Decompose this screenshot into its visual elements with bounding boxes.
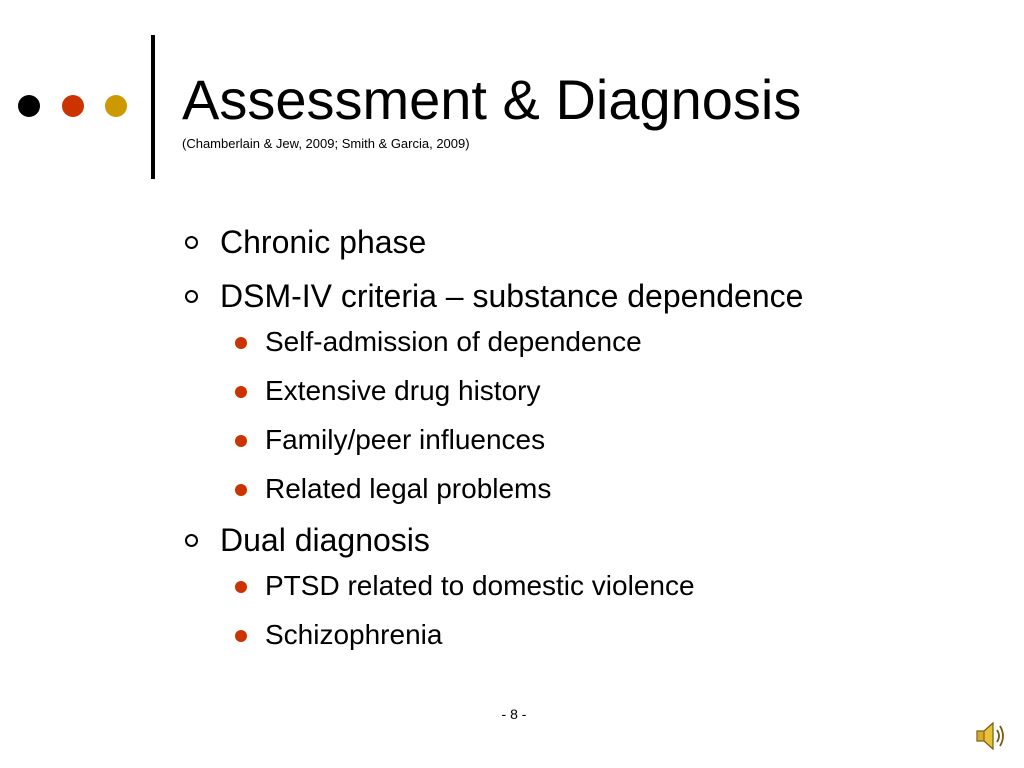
red-bullet-icon (235, 386, 247, 398)
hollow-bullet-icon (185, 290, 198, 303)
sub-bullet-text: Family/peer influences (265, 424, 546, 455)
sub-bullet-text: Extensive drug history (265, 375, 541, 406)
gold-dot (105, 95, 127, 117)
sub-bullet-item (182, 420, 982, 460)
sub-bullet-item (182, 615, 982, 655)
bullet-text: Dual diagnosis (220, 522, 430, 558)
red-bullet-icon (235, 581, 247, 593)
sub-bullet-text: PTSD related to domestic violence (265, 570, 695, 601)
sub-bullet-text: Schizophrenia (265, 619, 443, 650)
hollow-bullet-icon (185, 534, 198, 547)
red-dot (62, 95, 84, 117)
bullet-item (182, 220, 982, 264)
sub-bullet-text: Related legal problems (265, 473, 552, 504)
page-number: - 8 - (501, 706, 527, 722)
bullet-text: DSM-IV criteria – substance dependence (220, 278, 804, 314)
sub-bullet-item (182, 469, 982, 509)
red-bullet-icon (235, 435, 247, 447)
red-bullet-icon (235, 337, 247, 349)
red-bullet-icon (235, 630, 247, 642)
black-dot (18, 95, 40, 117)
speaker-icon-graphic (974, 718, 1008, 754)
hollow-bullet-icon (185, 236, 198, 249)
bullet-text: Chronic phase (220, 224, 427, 260)
sub-bullet-item (182, 566, 982, 606)
bullet-item (182, 518, 982, 562)
speaker-icon[interactable] (974, 718, 1008, 754)
sub-bullet-item (182, 322, 982, 362)
sub-bullet-item (182, 371, 982, 411)
bullet-list (182, 220, 982, 664)
sub-bullet-text: Self-admission of dependence (265, 326, 642, 357)
slide-title: Assessment & Diagnosis (182, 68, 802, 131)
slide-citation: (Chamberlain & Jew, 2009; Smith & Garcia, 2009) (182, 136, 470, 151)
bullet-item (182, 274, 982, 318)
red-bullet-icon (235, 484, 247, 496)
title-divider (151, 35, 155, 179)
